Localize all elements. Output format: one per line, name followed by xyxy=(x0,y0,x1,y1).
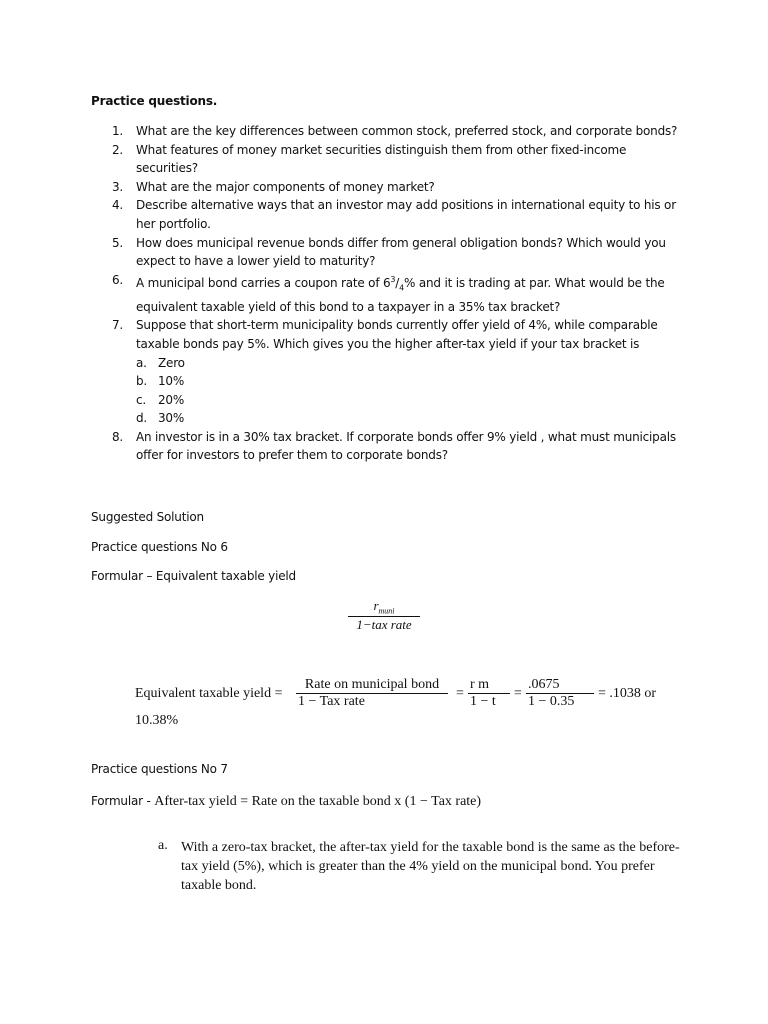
solution-heading: Suggested Solution xyxy=(91,510,204,524)
fraction-numerator: 3 xyxy=(390,274,396,284)
calc-label: Equivalent taxable yield = xyxy=(135,686,283,701)
question-number: 6. xyxy=(112,272,124,287)
practice-heading: Practice questions. xyxy=(91,94,218,108)
option-letter: c. xyxy=(136,392,147,407)
question-5 xyxy=(91,234,691,271)
formula-r: r xyxy=(373,598,379,613)
q6-formula-label: Formular – Equivalent taxable yield xyxy=(91,569,296,583)
option-text: 30% xyxy=(158,411,185,426)
question-number: 8. xyxy=(112,429,124,444)
question-4 xyxy=(91,196,691,233)
calc-result-percent: 10.38% xyxy=(135,713,179,728)
calc-fraction-3-denominator: 1 − 0.35 xyxy=(528,694,575,709)
question-text: What features of money market securities distinguish them from other fixed-income securities? xyxy=(136,142,627,176)
question-2 xyxy=(91,141,691,178)
option-text: 10% xyxy=(158,374,185,389)
question-text: What are the key differences between common stock, preferred stock, and corporate bonds? xyxy=(136,124,678,138)
question-8 xyxy=(91,428,691,465)
question-number: 5. xyxy=(112,235,124,250)
q7-answer-letter: a. xyxy=(158,838,168,853)
question-text-start: A municipal bond carries a coupon rate of 6 xyxy=(136,275,391,290)
option-text: 20% xyxy=(158,392,185,407)
question-text: What are the major components of money market? xyxy=(136,179,435,194)
formula-numerator xyxy=(348,598,420,617)
calc-fraction-1 xyxy=(296,677,448,710)
question-text: An investor is in a 30% tax bracket. If corporate bonds offer 9% yield , what must municipals offer for investors to prefer them to corporate bonds? xyxy=(136,429,676,463)
option-letter: b. xyxy=(136,374,148,389)
question-number: 4. xyxy=(112,198,124,213)
tax-bracket-options xyxy=(136,354,691,428)
equals-sign: = xyxy=(514,686,522,701)
calc-fraction-2-denominator: 1 − t xyxy=(470,694,496,709)
question-3 xyxy=(91,178,691,197)
calc-fraction-3-numerator: .0675 xyxy=(526,677,594,694)
calc-fraction-2-numerator: r m xyxy=(468,677,510,694)
question-text: Suppose that short-term municipality bonds currently offer yield of 4%, while comparable taxable bonds pay 5%. Which gives you the higher after-tax yield if your tax bracket is xyxy=(136,318,658,351)
option-b xyxy=(136,372,691,391)
question-text-end: % and it is trading at par. What would be the equivalent taxable yield of this bond to a taxpayer in a 35% tax bracket? xyxy=(136,275,665,314)
calc-fraction-1-numerator: Rate on municipal bond xyxy=(296,677,448,694)
question-number: 3. xyxy=(112,179,124,194)
question-number: 1. xyxy=(112,124,124,138)
formula-r-subscript: muni xyxy=(378,606,395,616)
calc-fraction-3 xyxy=(526,677,594,710)
question-number: 2. xyxy=(112,142,124,157)
fraction-denominator: 4 xyxy=(399,283,405,293)
question-text: Describe alternative ways that an investor may add positions in international equity to his or her portfolio. xyxy=(136,198,676,231)
question-1 xyxy=(91,122,691,141)
option-a xyxy=(136,354,691,373)
q6-label: Practice questions No 6 xyxy=(91,540,228,554)
option-text: Zero xyxy=(158,355,185,370)
q7-formula-prefix: Formular - xyxy=(91,794,155,808)
option-letter: d. xyxy=(136,411,148,426)
formula-denominator: 1−tax rate xyxy=(356,616,412,632)
questions-list xyxy=(91,122,691,465)
option-d xyxy=(136,409,691,428)
question-7 xyxy=(91,316,691,428)
question-text: How does municipal revenue bonds differ from general obligation bonds? Which would you expect to have a lower yield to maturity? xyxy=(136,235,666,269)
calc-fraction-1-denominator: 1 − Tax rate xyxy=(298,694,365,709)
equivalent-yield-formula xyxy=(348,598,420,633)
q7-formula xyxy=(91,790,481,810)
option-c xyxy=(136,391,691,410)
q7-answer-text: With a zero-tax bracket, the after-tax yield for the taxable bond is the same as the before-tax yield (5%), which is greater than the 4% yield on the municipal bond. You prefer taxable bond. xyxy=(181,840,680,893)
question-6: 6. A municipal bond carries a coupon rate of $6^3/_4\%$ and it is trading at par. What would be the equivalent taxable yield of this bond to a taxpayer in a 35% tax bracket? xyxy=(112,272,665,314)
equals-sign: = xyxy=(456,686,464,701)
q7-formula-text: After-tax yield = Rate on the taxable bond x (1 − Tax rate) xyxy=(154,794,482,809)
q7-label: Practice questions No 7 xyxy=(91,762,228,776)
question-number: 7. xyxy=(112,318,124,333)
calc-fraction-2 xyxy=(468,677,510,710)
calc-result: = .1038 or xyxy=(598,686,657,701)
option-letter: a. xyxy=(136,355,147,370)
